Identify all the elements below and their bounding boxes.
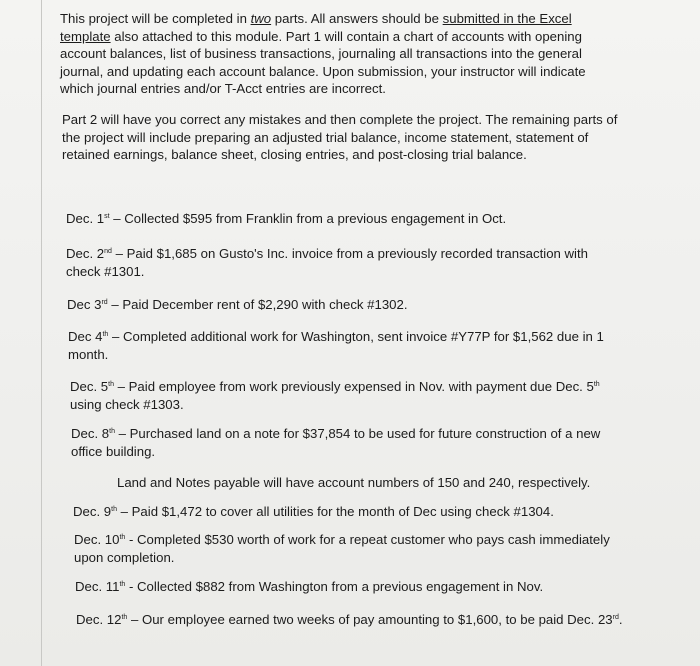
- excel-template-link[interactable]: submitted in the Excel template: [60, 11, 572, 44]
- transaction-dec-9: Dec. 9th – Paid $1,472 to cover all utilities for the month of Dec using check #1304.: [73, 504, 554, 519]
- transaction-dec-5: Dec. 5th – Paid employee from work previously expensed in Nov. with payment due Dec. 5th using check #1303.: [70, 379, 600, 412]
- transaction-dec-11: Dec. 11th - Collected $882 from Washington from a previous engagement in Nov.: [75, 579, 544, 594]
- intro-text-b: parts. All answers should be: [271, 11, 443, 26]
- intro-two-emphasis: two: [250, 11, 272, 26]
- intro-text-a: This project will be completed in: [60, 11, 251, 26]
- transaction-dec-8: Dec. 8th – Purchased land on a note for $37,854 to be used for future construction of a new office building.: [71, 426, 601, 459]
- transaction-dec-3: Dec 3rd – Paid December rent of $2,290 with check #1302.: [67, 297, 408, 312]
- account-numbers-note: Land and Notes payable will have account numbers of 150 and 240, respectively.: [117, 475, 591, 490]
- transaction-dec-12: Dec. 12th – Our employee earned two weeks of pay amounting to $1,600, to be paid Dec. 23rd.: [76, 612, 623, 627]
- transaction-dec-1: Dec. 1st – Collected $595 from Franklin from a previous engagement in Oct.: [66, 211, 507, 226]
- intro-paragraph-2: Part 2 will have you correct any mistakes and then complete the project. The remaining parts of the project will include preparing an adjusted trial balance, income statement, statement of retained earnings, balance sheet, closing entries, and post-closing trial balance.: [62, 112, 618, 163]
- intro-paragraph-1: [60, 10, 620, 98]
- transaction-dec-10: Dec. 10th - Completed $530 worth of work for a repeat customer who pays cash immediately upon completion.: [74, 532, 610, 565]
- intro-text-c: also attached to this module. Part 1 will contain a chart of accounts with opening account balances, list of business transactions, journaling all transactions into the general journal, and updating each account balance. Upon submission, your instructor will indicate which journal entries and/or T-Acct entries are incorrect.: [60, 28, 586, 97]
- page-edge-line: [41, 0, 42, 666]
- transaction-dec-4: Dec 4th – Completed additional work for Washington, sent invoice #Y77P for $1,562 due in 1 month.: [68, 329, 604, 362]
- transaction-dec-2: Dec. 2nd – Paid $1,685 on Gusto's Inc. invoice from a previously recorded transaction with check #1301.: [66, 246, 588, 279]
